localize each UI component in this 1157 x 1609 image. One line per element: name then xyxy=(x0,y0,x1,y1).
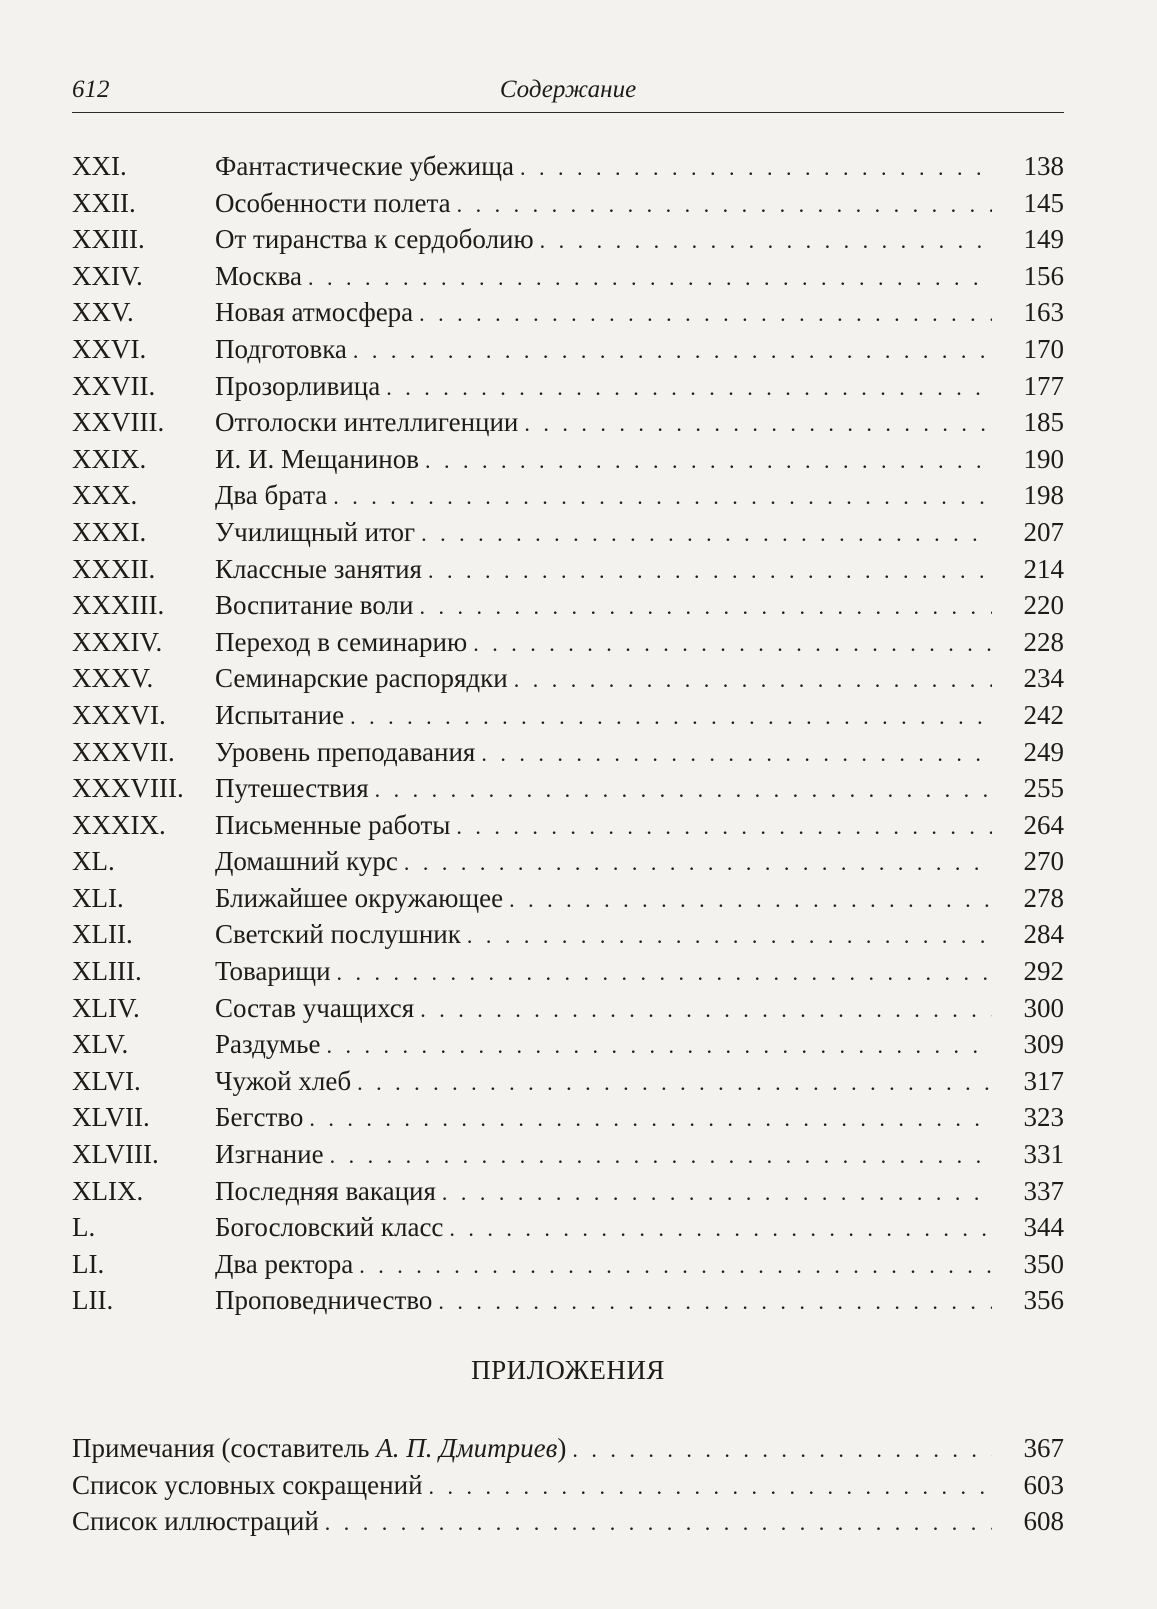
toc-entry[interactable] xyxy=(72,807,1064,844)
chapter-title: Училищный итог xyxy=(215,516,416,547)
dot-leader xyxy=(429,1469,992,1506)
appendix-entry[interactable] xyxy=(72,1467,1064,1504)
chapter-numeral: XXIV. xyxy=(72,260,143,291)
toc-entry[interactable] xyxy=(72,770,1064,807)
chapter-title: Москва xyxy=(215,260,302,291)
toc-entry[interactable] xyxy=(72,916,1064,953)
chapter-title: Товарищи xyxy=(215,956,331,987)
dot-leader xyxy=(481,736,992,773)
chapter-title: Чужой хлеб xyxy=(215,1065,352,1096)
toc-entry[interactable] xyxy=(72,148,1064,185)
chapter-numeral: XL. xyxy=(72,846,115,877)
dot-leader xyxy=(337,955,992,992)
toc-entry[interactable] xyxy=(72,697,1064,734)
chapter-numeral: XLVII. xyxy=(72,1102,150,1133)
chapter-page: 278 xyxy=(1023,882,1064,913)
chapter-numeral: XXV. xyxy=(72,297,134,328)
chapter-numeral: XXXI. xyxy=(72,516,147,547)
chapter-page: 331 xyxy=(1023,1139,1064,1170)
chapter-numeral: XXXVIII. xyxy=(72,773,184,804)
chapter-numeral: XXXVI. xyxy=(72,699,166,730)
chapter-title: Богословский класс xyxy=(215,1212,444,1243)
toc-entry[interactable] xyxy=(72,368,1064,405)
chapter-page: 242 xyxy=(1023,699,1064,730)
chapter-title: Прозорливица xyxy=(215,370,381,401)
chapter-page: 138 xyxy=(1023,151,1064,181)
toc-entry[interactable] xyxy=(72,185,1064,222)
chapter-title: Фантастические убежища xyxy=(215,151,515,181)
chapter-page: 255 xyxy=(1023,773,1064,804)
chapter-page: 292 xyxy=(1023,956,1064,987)
dot-leader xyxy=(420,992,992,1029)
page-header xyxy=(72,72,1064,113)
dot-leader xyxy=(353,333,992,370)
chapter-page: 163 xyxy=(1023,297,1064,328)
chapter-page: 214 xyxy=(1023,553,1064,584)
appendix-heading: ПРИЛОЖЕНИЯ xyxy=(471,1355,665,1385)
dot-leader xyxy=(357,1065,992,1102)
appendix-entry[interactable] xyxy=(72,1430,1064,1467)
chapter-title: Путешествия xyxy=(215,773,369,804)
chapter-numeral: LI. xyxy=(72,1248,105,1279)
toc-entry[interactable] xyxy=(72,1026,1064,1063)
chapter-numeral: XLV. xyxy=(72,1029,129,1060)
chapter-numeral: XXI. xyxy=(72,151,127,181)
appendix-title xyxy=(72,1467,423,1504)
toc-entry[interactable] xyxy=(72,953,1064,990)
appendix-page: 367 xyxy=(1023,1433,1064,1463)
toc-entry[interactable] xyxy=(72,660,1064,697)
chapter-page: 185 xyxy=(1023,407,1064,438)
toc-entry[interactable] xyxy=(72,1136,1064,1173)
dot-leader xyxy=(514,662,992,699)
chapter-numeral: L. xyxy=(72,1212,96,1243)
toc-entry[interactable] xyxy=(72,1209,1064,1246)
dot-leader xyxy=(309,1101,992,1138)
toc-entry[interactable] xyxy=(72,514,1064,551)
chapter-numeral: XXVI. xyxy=(72,333,147,364)
chapter-title: Письменные работы xyxy=(215,809,451,840)
dot-leader xyxy=(308,260,992,297)
appendix-page: 603 xyxy=(1023,1469,1064,1500)
chapter-page: 228 xyxy=(1023,626,1064,657)
chapter-numeral: XLIV. xyxy=(72,992,140,1023)
chapter-title: Проповедничество xyxy=(215,1285,433,1316)
dot-leader xyxy=(386,370,992,407)
chapter-page: 234 xyxy=(1023,663,1064,694)
chapter-page: 207 xyxy=(1023,516,1064,547)
chapter-title: Испытание xyxy=(215,699,345,730)
toc-entry[interactable] xyxy=(72,551,1064,588)
chapter-page: 220 xyxy=(1023,590,1064,621)
appendix-title-text: Примечания (составитель xyxy=(72,1433,377,1463)
running-title: Содержание xyxy=(499,76,637,103)
dot-leader xyxy=(330,1138,992,1175)
dot-leader xyxy=(457,187,992,224)
dot-leader xyxy=(449,1211,992,1248)
chapter-numeral: XXIX. xyxy=(72,443,147,474)
dot-leader xyxy=(524,406,992,443)
dot-leader xyxy=(425,443,992,480)
chapter-page: 264 xyxy=(1023,809,1064,840)
chapter-numeral: XXVIII. xyxy=(72,407,165,438)
toc-entry[interactable] xyxy=(72,1099,1064,1136)
chapter-title: Семинарские распорядки xyxy=(215,663,508,694)
chapter-title: Классные занятия xyxy=(215,553,422,584)
dot-leader xyxy=(456,809,992,846)
chapter-title: Два ректора xyxy=(215,1248,354,1279)
chapter-page: 177 xyxy=(1023,370,1064,401)
toc-entry[interactable] xyxy=(72,331,1064,368)
dot-leader xyxy=(509,882,992,919)
dot-leader xyxy=(359,1248,992,1285)
chapter-numeral: XXXVII. xyxy=(72,736,175,767)
chapter-title: Переход в семинарию xyxy=(215,626,468,657)
toc-entry[interactable] xyxy=(72,1063,1064,1100)
chapter-numeral: XXXIII. xyxy=(72,590,165,621)
chapter-numeral: XLII. xyxy=(72,919,133,950)
chapter-title: Уровень преподавания xyxy=(215,736,476,767)
chapter-numeral: XLVIII. xyxy=(72,1139,159,1170)
toc-entry[interactable] xyxy=(72,734,1064,771)
dot-leader xyxy=(325,1505,992,1542)
chapter-numeral: XLI. xyxy=(72,882,124,913)
dot-leader xyxy=(438,1284,992,1321)
chapter-page: 284 xyxy=(1023,919,1064,950)
toc-entry[interactable] xyxy=(72,843,1064,880)
chapter-page: 170 xyxy=(1023,333,1064,364)
toc-entry[interactable] xyxy=(72,587,1064,624)
toc-entry[interactable] xyxy=(72,1173,1064,1210)
chapter-title: Отголоски интеллигенции xyxy=(215,407,519,438)
appendix-title-text: Список условных сокращений xyxy=(72,1469,423,1500)
dot-leader xyxy=(404,845,992,882)
chapter-numeral: XXXV. xyxy=(72,663,154,694)
dot-leader xyxy=(428,553,992,590)
toc-entry[interactable] xyxy=(72,477,1064,514)
appendix-author: А. П. Дмитриев xyxy=(376,1433,558,1463)
appendix-title-end: ) xyxy=(557,1433,567,1463)
toc-entry[interactable] xyxy=(72,294,1064,331)
chapter-title: Домашний курс xyxy=(215,846,398,877)
chapter-page: 198 xyxy=(1023,480,1064,511)
chapter-numeral: XLVI. xyxy=(72,1065,141,1096)
chapter-page: 270 xyxy=(1023,846,1064,877)
dot-leader xyxy=(540,223,992,260)
dot-leader xyxy=(375,772,992,809)
appendix-entry[interactable] xyxy=(72,1503,1064,1540)
chapter-numeral: XXVII. xyxy=(72,370,156,401)
chapter-page: 190 xyxy=(1023,443,1064,474)
chapter-numeral: XLIX. xyxy=(72,1175,144,1206)
toc-entry[interactable] xyxy=(72,1282,1064,1319)
dot-leader xyxy=(419,296,992,333)
toc-entry[interactable] xyxy=(72,990,1064,1027)
chapter-numeral: LII. xyxy=(72,1285,114,1316)
dot-leader xyxy=(419,589,992,626)
dot-leader xyxy=(326,1028,992,1065)
dot-leader xyxy=(350,699,992,736)
chapter-page: 317 xyxy=(1023,1065,1064,1096)
toc-entry[interactable] xyxy=(72,1246,1064,1283)
chapter-page: 309 xyxy=(1023,1029,1064,1060)
appendix-title xyxy=(72,1430,566,1467)
appendix-title xyxy=(72,1503,319,1540)
chapter-numeral: XXXIV. xyxy=(72,626,163,657)
chapter-title: И. И. Мещанинов xyxy=(215,443,420,474)
chapter-title: Подготовка xyxy=(215,333,347,364)
toc-entry[interactable] xyxy=(72,404,1064,441)
toc-entry[interactable] xyxy=(72,880,1064,917)
chapter-page: 156 xyxy=(1023,260,1064,291)
chapter-title: Два брата xyxy=(215,480,328,511)
chapter-page: 323 xyxy=(1023,1102,1064,1133)
chapter-page: 249 xyxy=(1023,736,1064,767)
dot-leader xyxy=(467,918,992,955)
toc-entry[interactable] xyxy=(72,441,1064,478)
dot-leader xyxy=(421,516,992,553)
dot-leader xyxy=(333,479,992,516)
chapter-title: Ближайшее окружающее xyxy=(215,882,504,913)
chapter-page: 344 xyxy=(1023,1212,1064,1243)
chapter-page: 300 xyxy=(1023,992,1064,1023)
chapter-title: Изгнание xyxy=(215,1139,324,1170)
chapter-numeral: XXXII. xyxy=(72,553,156,584)
chapter-title: Бегство xyxy=(215,1102,304,1133)
page-number: 612 xyxy=(72,76,110,103)
chapter-numeral: XXXIX. xyxy=(72,809,166,840)
dot-leader xyxy=(442,1175,992,1212)
chapter-title: Воспитание воли xyxy=(215,590,414,621)
chapter-numeral: XXIII. xyxy=(72,224,145,255)
chapter-page: 149 xyxy=(1023,224,1064,255)
appendix-title-text: Список иллюстраций xyxy=(72,1506,319,1537)
chapter-title: От тиранства к сердоболию xyxy=(215,224,534,255)
appendix-list xyxy=(72,1430,1064,1540)
toc-entry[interactable] xyxy=(72,221,1064,258)
chapter-page: 145 xyxy=(1023,187,1064,218)
chapter-page: 356 xyxy=(1023,1285,1064,1316)
chapter-page: 350 xyxy=(1023,1248,1064,1279)
chapter-numeral: XLIII. xyxy=(72,956,142,987)
appendix-page: 608 xyxy=(1023,1506,1064,1537)
chapter-page: 337 xyxy=(1023,1175,1064,1206)
table-of-contents xyxy=(72,148,1064,1319)
chapter-title: Особенности полета xyxy=(215,187,451,218)
chapter-title: Состав учащихся xyxy=(215,992,415,1023)
chapter-numeral: XXX. xyxy=(72,480,138,511)
chapter-title: Светский послушник xyxy=(215,919,461,950)
dot-leader xyxy=(520,150,992,187)
chapter-numeral: XXII. xyxy=(72,187,136,218)
dot-leader xyxy=(572,1432,992,1469)
chapter-title: Раздумье xyxy=(215,1029,321,1060)
toc-entry[interactable] xyxy=(72,624,1064,661)
chapter-title: Новая атмосфера xyxy=(215,297,414,328)
chapter-title: Последняя вакация xyxy=(215,1175,436,1206)
toc-entry[interactable] xyxy=(72,258,1064,295)
dot-leader xyxy=(473,626,992,663)
